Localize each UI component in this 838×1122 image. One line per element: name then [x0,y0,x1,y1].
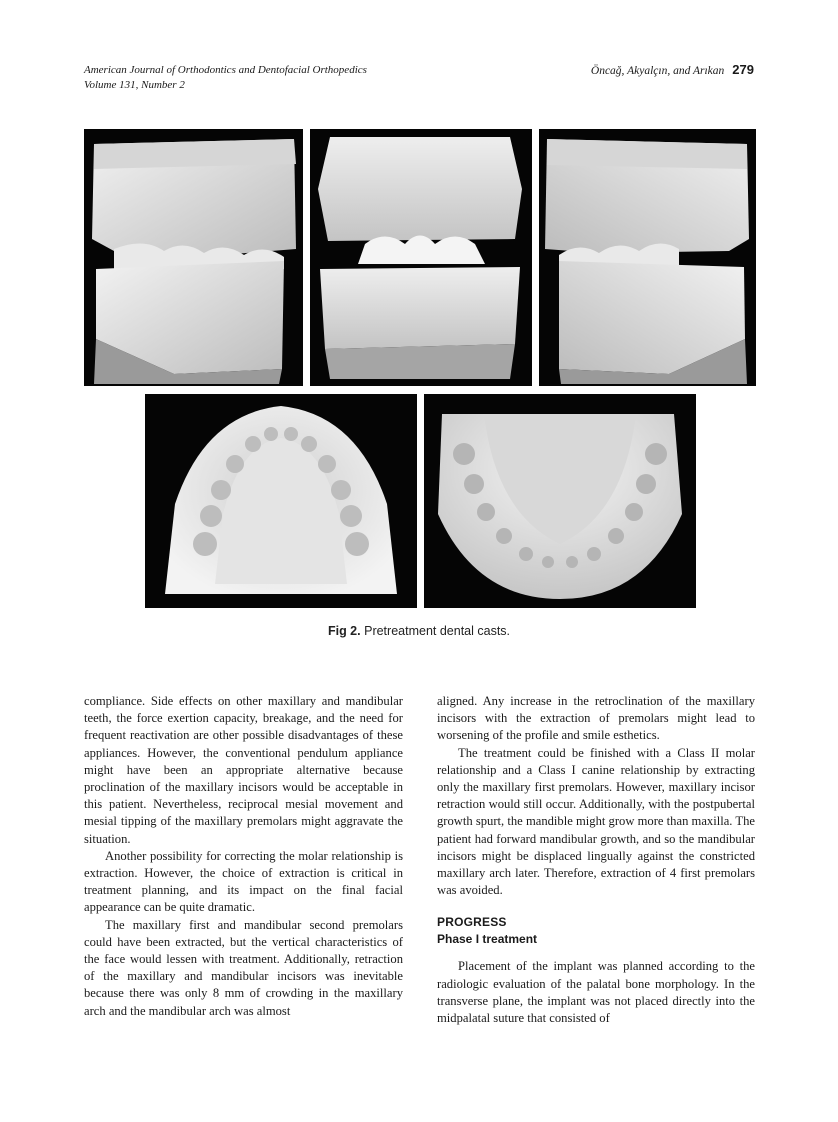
text-column-left [84,693,403,1020]
cast-photo-maxillary-occlusal [145,394,417,608]
figure-caption [0,624,838,638]
paragraph: aligned. Any increase in the retroclination of the maxillary incisors with the extraction of premolars might lead to worsening of the profile and smile esthetics. [437,694,755,743]
journal-volume: Volume 131, Number 2 [84,79,185,91]
running-header-authors [591,62,754,79]
paragraph: Another possibility for correcting the molar relationship is extraction. However, the choice of extraction is critical in treatment planning, and its impact on the final facial appearance can be quite dramatic. [84,848,403,915]
paragraph: The treatment could be finished with a Class II molar relationship and a Class I canine relationship by extracting only the maxillary first premolars. However, maxillary incisor retraction would still occur. Additionally, with the postpubertal growth spurt, the mandible might grow more than maxilla. The patient had forward mandibular growth, and so the mandibular incisors might be displaced lingually against the constricted maxillary arch later. Therefore, extraction of 4 first premolars was avoided. [437,745,755,898]
page-number: 279 [732,62,754,77]
paragraph: Placement of the implant was planned according to the radiologic evaluation of the palatal bone morphology. In the transverse plane, the implant was not placed directly into the midpalatal suture that consisted of [437,959,755,1026]
subsection-heading: Phase I treatment [437,932,538,947]
figure-caption-text: Pretreatment dental casts. [364,624,511,638]
figure-label: Fig 2. [327,624,361,638]
journal-title: American Journal of Orthodontics and Dentofacial Orthopedics [84,64,367,76]
cast-photo-frontal [310,129,532,386]
cast-photo-mandibular-occlusal [424,394,696,608]
cast-photo-right-lateral [84,129,303,386]
text-column-right [437,693,755,1027]
author-names: Öncağ, Akyalçın, and Arıkan [590,65,725,77]
cast-photo-left-lateral [539,129,756,386]
paragraph: The maxillary first and mandibular second premolars could have been extracted, but the vertical characteristics of the face would lessen with treatment. Additionally, retraction of the maxillary and mandibular incisors was inevitable because there was only 8 mm of crowding in the maxillary arch and the mandibular arch was almost [84,917,403,1018]
section-heading: PROGRESS [437,915,507,930]
paragraph: compliance. Side effects on other maxillary and mandibular teeth, the force exertion capacity, breakage, and the need for frequent reactivation are other possible disadvantages of these appliances. However, the conventional pendulum appliance might have been an appropriate alternative because proclination of the maxillary incisors would be acceptable in this patient. Nevertheless, reciprocal mesial movement and mesial tipping of the maxillary premolars might aggravate the situation. [84,694,403,846]
running-header-journal [84,63,367,93]
